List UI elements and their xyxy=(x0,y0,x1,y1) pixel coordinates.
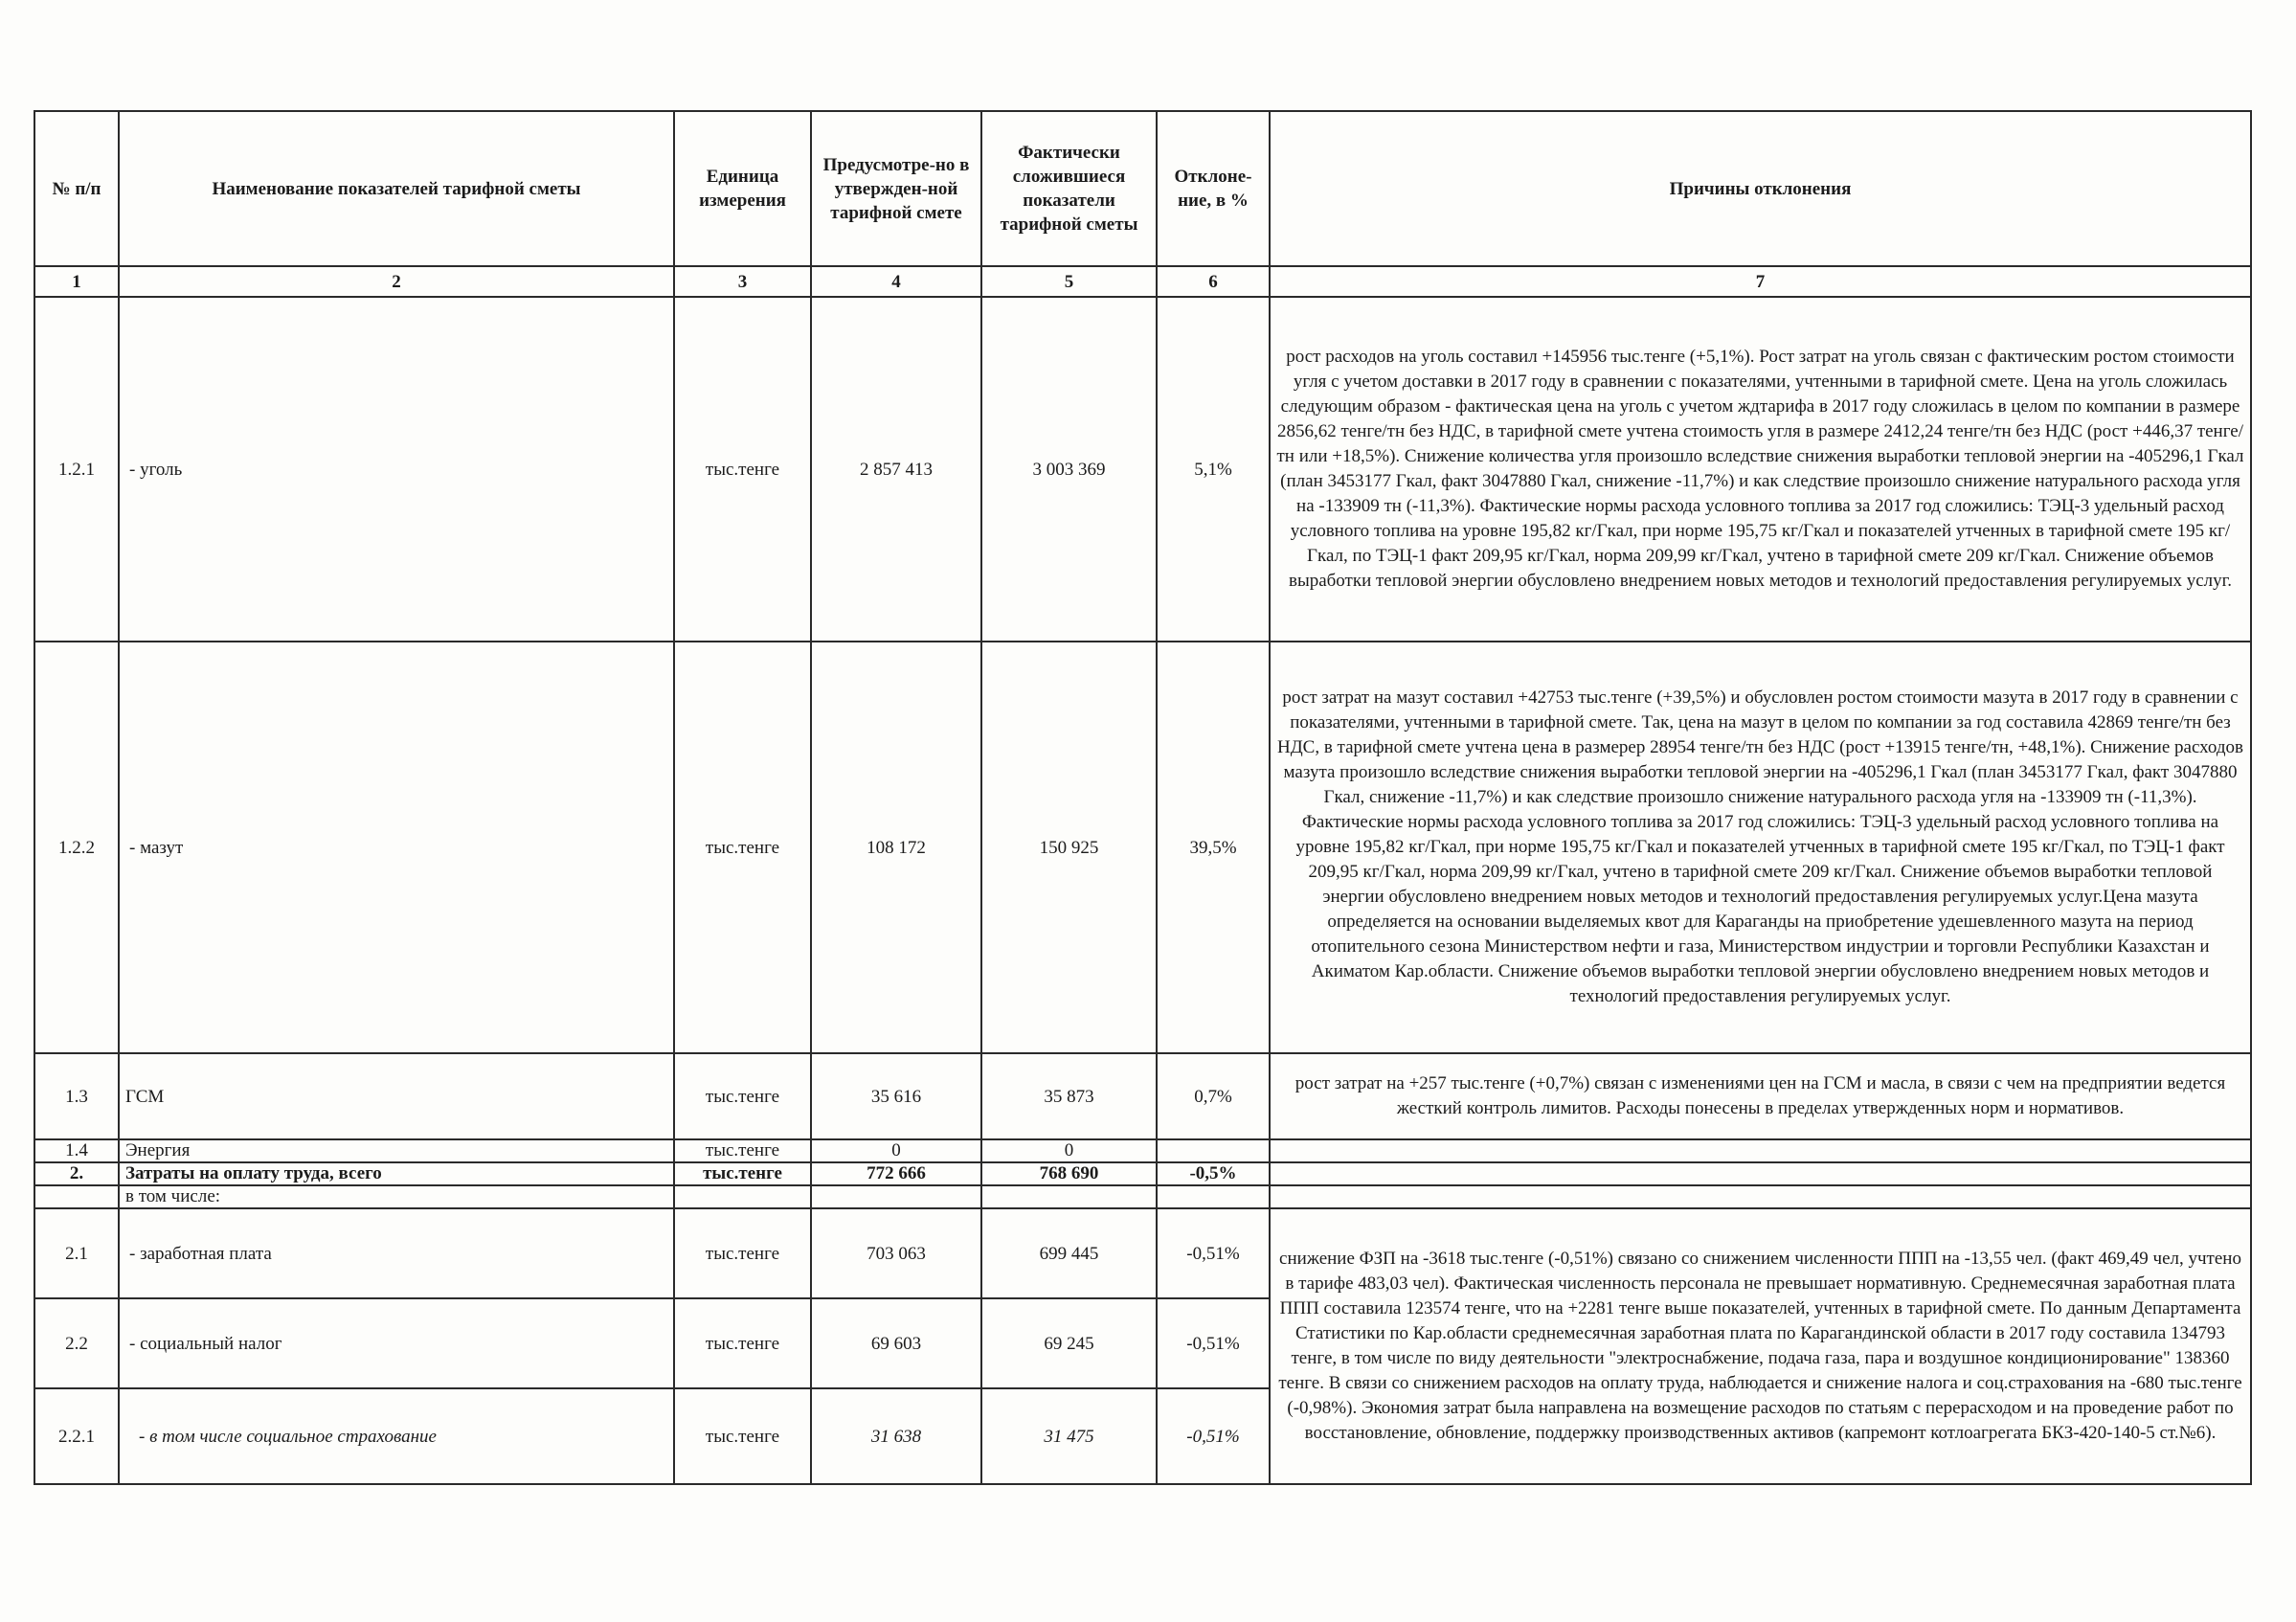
table-row xyxy=(34,1053,2251,1139)
header-unit: Единица измерения xyxy=(674,111,811,266)
row-planned: 31 638 xyxy=(811,1388,981,1484)
row-name: - в том числе социальное страхование xyxy=(119,1388,674,1484)
row-number: 2.2.1 xyxy=(34,1388,119,1484)
row-deviation: -0,51% xyxy=(1157,1298,1270,1388)
row-actual: 699 445 xyxy=(981,1208,1157,1298)
row-planned: 0 xyxy=(811,1139,981,1162)
row-reason xyxy=(1270,1185,2251,1208)
row-number: 2.2 xyxy=(34,1298,119,1388)
row-unit: тыс.тенге xyxy=(674,1208,811,1298)
row-actual: 0 xyxy=(981,1139,1157,1162)
row-reason: снижение ФЗП на -3618 тыс.тенге (-0,51%) связано со снижением численности ППП на -13,55 чел. (факт 469,49 чел, учтено в тарифе 483,03 чел). Фактическая численность персонала не превышает нормативную. Среднемесячная заработная плата ППП составила 123574 тенге, что на +2281 тенге выше показателей, учтенных в тарифной смете. По данным Департамента Статистики по Кар.области среднемесячная заработная плата по Карагандинской области в 2017 году составила 134793 тенге, в том числе по виду деятельности "электроснабжение, подача газа, пара и воздушное кондиционирование" 138360 тенге. В связи со снижением расходов на оплату труда, наблюдается и снижение налога и соц.страхования на -680 тыс.тенге (-0,98%). Экономия затрат была направлена на возмещение расходов по статьям с перерасходом и на проведение работ по восстановление, обновление, поддержку производственных активов (капремонт котлоагрегата БКЗ-420-140-5 ст.№6). xyxy=(1270,1208,2251,1484)
row-actual: 150 925 xyxy=(981,642,1157,1053)
row-actual xyxy=(981,1185,1157,1208)
row-actual: 768 690 xyxy=(981,1162,1157,1185)
row-unit: тыс.тенге xyxy=(674,1298,811,1388)
row-name: Энергия xyxy=(119,1139,674,1162)
row-number: 1.2.1 xyxy=(34,297,119,642)
column-number: 4 xyxy=(811,266,981,297)
row-actual: 31 475 xyxy=(981,1388,1157,1484)
row-name: ГСМ xyxy=(119,1053,674,1139)
header-reason: Причины отклонения xyxy=(1270,111,2251,266)
row-deviation: 5,1% xyxy=(1157,297,1270,642)
table-row-total xyxy=(34,1162,2251,1185)
column-number: 2 xyxy=(119,266,674,297)
table-row xyxy=(34,297,2251,642)
table-row xyxy=(34,642,2251,1053)
header-num: № п/п xyxy=(34,111,119,266)
tariff-table xyxy=(34,110,2252,1485)
column-number: 3 xyxy=(674,266,811,297)
table-row xyxy=(34,1185,2251,1208)
header-row xyxy=(34,111,2251,266)
row-number: 2.1 xyxy=(34,1208,119,1298)
row-number: 1.3 xyxy=(34,1053,119,1139)
row-deviation: -0,51% xyxy=(1157,1388,1270,1484)
row-unit: тыс.тенге xyxy=(674,1162,811,1185)
row-reason: рост расходов на уголь составил +145956 тыс.тенге (+5,1%). Рост затрат на уголь связан с фактическим ростом стоимости угля с учетом доставки в 2017 году в сравнении с показателями, учтенными в тарифной смете. Цена на уголь сложилась следующим образом - фактическая цена на уголь с учетом ждтарифа в 2017 году сложилась в целом по компании в размере 2856,62 тенге/тн без НДС, в тарифной смете учтена стоимость угля в размере 2412,24 тенге/тн без НДС (рост +446,37 тенге/тн или +18,5%). Снижение количества угля произошло вследствие снижения выработки тепловой энергии на -405296,1 Гкал (план 3453177 Гкал, факт 3047880 Гкал, снижение -11,7%) и как следствие произошло снижение натурального расхода угля на -133909 тн (-11,3%). Фактические нормы расхода условного топлива за 2017 год сложились: ТЭЦ-3 удельный расход условного топлива на уровне 195,82 кг/Гкал, при норме 195,75 кг/Гкал и показателей утченных в тарифной смете 195 кг/Гкал, по ТЭЦ-1 факт 209,95 кг/Гкал, норма 209,99 кг/Гкал, учтено в тарифной смете 209 кг/Гкал. Снижение объемов выработки тепловой энергии обусловлено внедрением новых методов и технологий предоставления регулируемых услуг. xyxy=(1270,297,2251,642)
row-name: - заработная плата xyxy=(119,1208,674,1298)
row-name: Затраты на оплату труда, всего xyxy=(119,1162,674,1185)
row-unit xyxy=(674,1185,811,1208)
header-actual: Фактически сложившиеся показатели тарифной сметы xyxy=(981,111,1157,266)
row-actual: 35 873 xyxy=(981,1053,1157,1139)
column-number: 1 xyxy=(34,266,119,297)
row-planned: 35 616 xyxy=(811,1053,981,1139)
row-number: 1.4 xyxy=(34,1139,119,1162)
row-planned xyxy=(811,1185,981,1208)
column-number: 7 xyxy=(1270,266,2251,297)
header-name: Наименование показателей тарифной сметы xyxy=(119,111,674,266)
row-reason xyxy=(1270,1139,2251,1162)
row-planned: 2 857 413 xyxy=(811,297,981,642)
row-deviation: -0,5% xyxy=(1157,1162,1270,1185)
row-planned: 69 603 xyxy=(811,1298,981,1388)
row-deviation xyxy=(1157,1139,1270,1162)
row-deviation: 0,7% xyxy=(1157,1053,1270,1139)
column-number: 6 xyxy=(1157,266,1270,297)
row-planned: 772 666 xyxy=(811,1162,981,1185)
row-unit: тыс.тенге xyxy=(674,1053,811,1139)
row-actual: 3 003 369 xyxy=(981,297,1157,642)
row-unit: тыс.тенге xyxy=(674,1139,811,1162)
table-row xyxy=(34,1139,2251,1162)
row-unit: тыс.тенге xyxy=(674,642,811,1053)
column-number: 5 xyxy=(981,266,1157,297)
row-reason xyxy=(1270,1162,2251,1185)
table-row xyxy=(34,1208,2251,1298)
header-deviation: Отклоне-ние, в % xyxy=(1157,111,1270,266)
row-deviation: 39,5% xyxy=(1157,642,1270,1053)
row-actual: 69 245 xyxy=(981,1298,1157,1388)
row-deviation xyxy=(1157,1185,1270,1208)
header-planned: Предусмотре-но в утвержден-ной тарифной смете xyxy=(811,111,981,266)
row-unit: тыс.тенге xyxy=(674,297,811,642)
column-number-row xyxy=(34,266,2251,297)
row-reason: рост затрат на +257 тыс.тенге (+0,7%) связан с изменениями цен на ГСМ и масла, в связи с чем на предприятии ведется жесткий контроль лимитов. Расходы понесены в пределах утвержденных норм и нормативов. xyxy=(1270,1053,2251,1139)
row-name: в том числе: xyxy=(119,1185,674,1208)
row-name: - уголь xyxy=(119,297,674,642)
row-name: - социальный налог xyxy=(119,1298,674,1388)
row-number xyxy=(34,1185,119,1208)
row-deviation: -0,51% xyxy=(1157,1208,1270,1298)
row-number: 2. xyxy=(34,1162,119,1185)
row-number: 1.2.2 xyxy=(34,642,119,1053)
row-name: - мазут xyxy=(119,642,674,1053)
row-unit: тыс.тенге xyxy=(674,1388,811,1484)
row-planned: 703 063 xyxy=(811,1208,981,1298)
row-reason: рост затрат на мазут составил +42753 тыс.тенге (+39,5%) и обусловлен ростом стоимости мазута в 2017 году в сравнении с показателями, учтенными в тарифной смете. Так, цена на мазут в целом по компании за год составила 42869 тенге/тн без НДС, в тарифной смете учтена цена в размерер 28954 тенге/тн без НДС (рост +13915 тенге/тн, +48,1%). Снижение расходов мазута произошло вследствие снижения выработки тепловой энергии на -405296,1 Гкал (план 3453177 Гкал, факт 3047880 Гкал, снижение -11,7%) и как следствие произошло снижение натурального расхода угля на -133909 тн (-11,3%). Фактические нормы расхода условного топлива за 2017 год сложились: ТЭЦ-3 удельный расход условного топлива на уровне 195,82 кг/Гкал, при норме 195,75 кг/Гкал и показателей утченных в тарифной смете 195 кг/Гкал, по ТЭЦ-1 факт 209,95 кг/Гкал, норма 209,99 кг/Гкал, учтено в тарифной смете 209 кг/Гкал. Снижение объемов выработки тепловой энергии обусловлено внедрением новых методов и технологий предоставления регулируемых услуг.Цена мазута определяется на основании выделяемых квот для Караганды на приобретение удешевленного мазута на период отопительного сезона Министерством нефти и газа, Министерством индустрии и торговли Республики Казахстан и Акиматом Кар.области. Снижение объемов выработки тепловой энергии обусловлено внедрением новых методов и технологий предоставления регулируемых услуг. xyxy=(1270,642,2251,1053)
row-planned: 108 172 xyxy=(811,642,981,1053)
